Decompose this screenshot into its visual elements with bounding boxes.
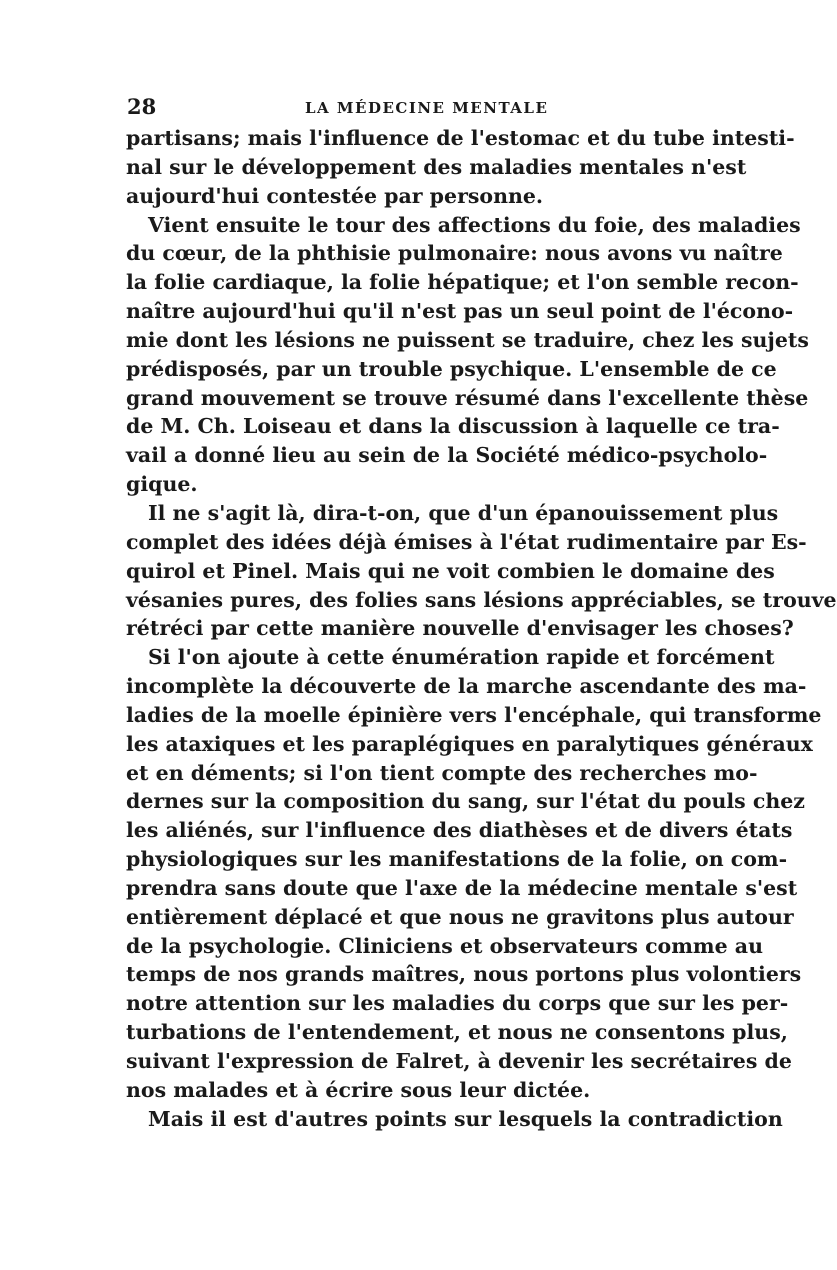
text-line: ladies de la moelle épinière vers l'encéphale, qui transforme bbox=[126, 702, 822, 727]
text-line: prédisposés, par un trouble psychique. L'ensemble de ce bbox=[126, 356, 777, 381]
text-line: suivant l'expression de Falret, à devenir les secrétaires de bbox=[126, 1049, 792, 1073]
text-line: gique. bbox=[126, 472, 198, 497]
text-line: prendra sans doute que l'axe de la médecine mentale s'est bbox=[126, 875, 798, 900]
text-line: partisans; mais l'influence de l'estomac et du tube intesti- bbox=[126, 126, 795, 150]
text-line: les aliénés, sur l'influence des diathèses et de divers états bbox=[126, 818, 793, 843]
text-line: Il ne s'agit là, dira-t-on, que d'un épanouissement plus bbox=[148, 500, 779, 525]
text-line: dernes sur la composition du sang, sur l'état du pouls chez bbox=[126, 789, 805, 814]
text-line: rétréci par cette manière nouvelle d'envisager les choses? bbox=[126, 616, 794, 641]
text-line: du cœur, de la phthisie pulmonaire: nous avons vu naître bbox=[126, 241, 783, 266]
text-line: mie dont les lésions ne puissent se traduire, chez les sujets bbox=[126, 327, 809, 352]
text-line: Si l'on ajoute à cette énumération rapide et forcément bbox=[148, 645, 775, 670]
text-line: entièrement déplacé et que nous ne gravitons plus autour bbox=[126, 904, 794, 929]
text-line: aujourd'hui contestée par personne. bbox=[126, 183, 544, 208]
text-line: quirol et Pinel. Mais qui ne voit combien le domaine des bbox=[126, 558, 775, 583]
text-line: la folie cardiaque, la folie hépatique; et l'on semble recon- bbox=[126, 270, 799, 295]
text-line: incomplète la découverte de la marche ascendante des ma- bbox=[126, 674, 807, 699]
text-line: de M. Ch. Loiseau et dans la discussion à laquelle ce tra- bbox=[126, 414, 780, 439]
text-line: nos malades et à écrire sous leur dictée. bbox=[126, 1077, 591, 1102]
text-line: Mais il est d'autres points sur lesquels la contradiction bbox=[148, 1106, 783, 1131]
text-line: turbations de l'entendement, et nous ne consentons plus, bbox=[126, 1020, 788, 1045]
text-line: de la psychologie. Cliniciens et observateurs comme au bbox=[126, 933, 763, 958]
text-line: vail a donné lieu au sein de la Société médico-psycholo- bbox=[126, 443, 768, 468]
text-line: et en déments; si l'on tient compte des recherches mo- bbox=[126, 760, 758, 785]
body-text bbox=[126, 124, 837, 1134]
text-line: grand mouvement se trouve résumé dans l'excellente thèse bbox=[126, 385, 809, 410]
running-head bbox=[127, 92, 672, 122]
text-line: physiologiques sur les manifestations de la folie, on com- bbox=[126, 847, 788, 872]
text-line: les ataxiques et les paraplégiques en paralytiques généraux bbox=[126, 731, 813, 756]
text-line: nal sur le développement des maladies mentales n'est bbox=[126, 154, 747, 179]
text-line: Vient ensuite le tour des affections du foie, des maladies bbox=[148, 212, 801, 237]
text-line: vésanies pures, des folies sans lésions appréciables, se trouve bbox=[126, 587, 837, 612]
text-line: notre attention sur les maladies du corps que sur les per- bbox=[126, 991, 789, 1016]
text-line: complet des idées déjà émises à l'état rudimentaire par Es- bbox=[126, 529, 807, 554]
page-number: 28 bbox=[127, 94, 157, 119]
running-title: LA MÉDECINE MENTALE bbox=[305, 99, 549, 117]
text-line: temps de nos grands maîtres, nous portons plus volontiers bbox=[126, 962, 802, 987]
text-line: naître aujourd'hui qu'il n'est pas un seul point de l'écono- bbox=[126, 299, 794, 324]
